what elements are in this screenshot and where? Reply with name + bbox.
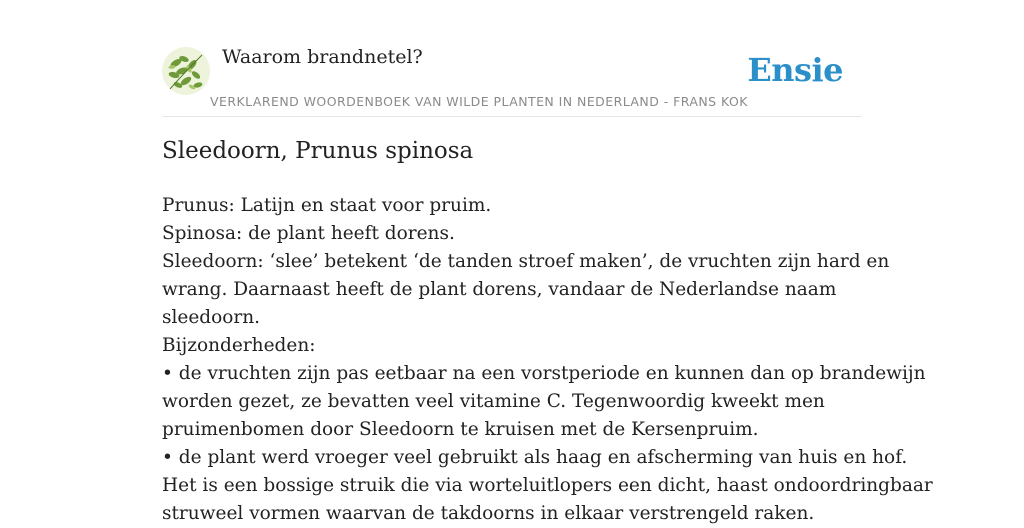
content-line: • de plant werd vroeger veel gebruikt als haag en afscherming van huis en hof. — [162, 447, 908, 468]
content-line: • de vruchten zijn pas eetbaar na een vorstperiode en kunnen dan op brandewijn — [162, 363, 926, 384]
page-header — [162, 44, 862, 117]
content-line: sleedoorn. — [162, 307, 261, 328]
entry-content — [162, 192, 933, 528]
content-line: Prunus: Latijn en staat voor pruim. — [162, 195, 492, 216]
content-line: pruimenbomen door Sleedoorn te kruisen met de Kersenpruim. — [162, 419, 759, 440]
content-line: Bijzonderheden: — [162, 335, 316, 356]
content-line: wrang. Daarnaast heeft de plant dorens, vandaar de Nederlandse naam — [162, 279, 837, 300]
content-line: Het is een bossige struik die via worteluitlopers een dicht, haast ondoordringbaar — [162, 475, 933, 496]
entry-title: Sleedoorn, Prunus spinosa — [162, 138, 474, 164]
content-line: worden gezet, ze bevatten veel vitamine C. Tegenwoordig kweekt men — [162, 391, 825, 412]
page-title[interactable]: Waarom brandnetel? — [222, 46, 423, 68]
content-line: Spinosa: de plant heeft dorens. — [162, 223, 455, 244]
dictionary-source[interactable]: VERKLAREND WOORDENBOEK VAN WILDE PLANTEN IN NEDERLAND - FRANS KOK — [210, 94, 748, 109]
ensie-logo[interactable]: Ensie — [747, 51, 843, 89]
content-line: struweel vormen waarvan de takdoorns in elkaar verstrengeld raken. — [162, 503, 815, 524]
plant-leaves-icon[interactable] — [162, 47, 210, 95]
content-line: Sleedoorn: ‘slee’ betekent ‘de tanden stroef maken’, de vruchten zijn hard en — [162, 251, 890, 272]
